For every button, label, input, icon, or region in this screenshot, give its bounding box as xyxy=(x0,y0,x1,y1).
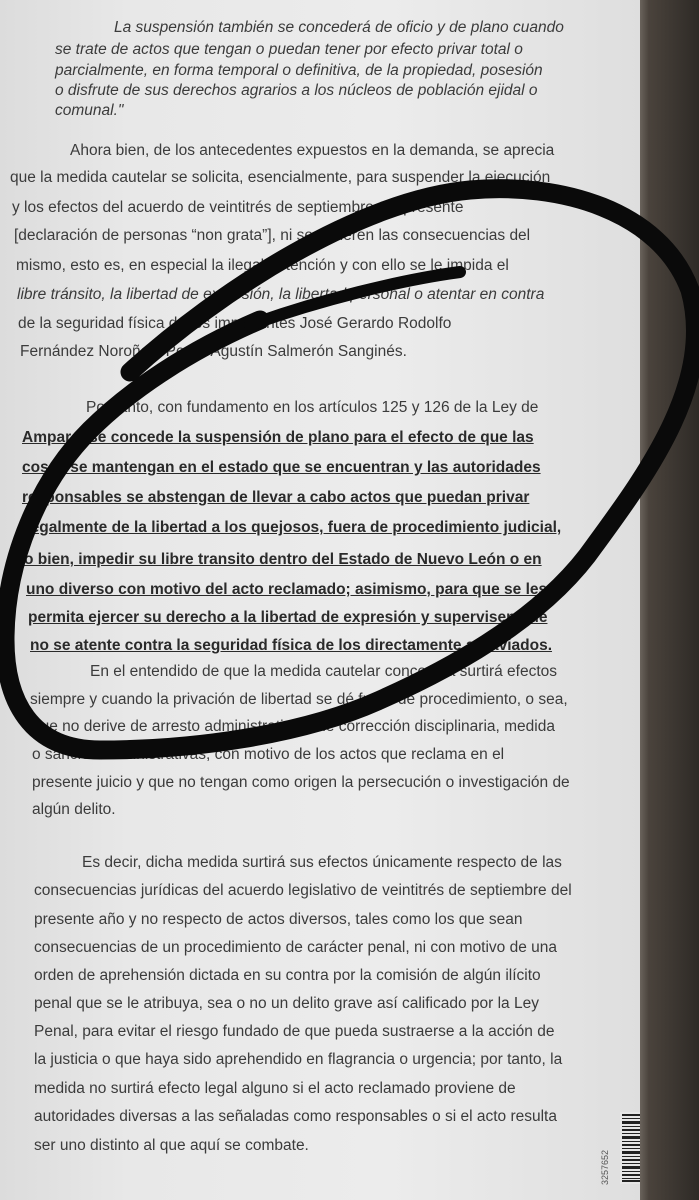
text-line: En el entendido de que la medida cautelar concedida surtirá efectos xyxy=(90,663,558,680)
text-line: comunal." xyxy=(55,102,124,119)
barcode-number: 3257652 xyxy=(600,1149,610,1185)
text-line: algún delito. xyxy=(32,801,116,818)
text-line: presente año y no respecto de actos diversos, tales como los que sean xyxy=(34,911,523,928)
text-line: ser uno distinto al que aquí se combate. xyxy=(34,1137,309,1154)
text-line: La suspensión también se concederá de oficio y de plano cuando xyxy=(114,19,564,36)
text-line: orden de aprehensión dictada en su contra por la comisión de algún ilícito xyxy=(34,967,541,984)
text-line: mismo, esto es, en especial la ilegal detención y con ello se le impida el xyxy=(16,257,509,274)
ruling-line: no se atente contra la seguridad física de los directamente agraviados. xyxy=(30,637,553,654)
ruling-line: o bien, impedir su libre transito dentro del Estado de Nuevo León o en xyxy=(24,551,542,568)
text-line: siempre y cuando la privación de libertad se dé fuera de procedimiento, o sea, xyxy=(30,691,568,708)
text-line: de la seguridad física de los impetrantes José Gerardo Rodolfo xyxy=(18,315,452,332)
text-line: Fernández Noroña y Pedro Agustín Salmerón Sanginés. xyxy=(20,343,407,360)
text-line: o disfrute de sus derechos agrarios a los núcleos de población ejidal o xyxy=(55,82,538,99)
text-line: consecuencias jurídicas del acuerdo legislativo de veintitrés de septiembre del xyxy=(34,882,572,899)
ruling-line: cosas se mantengan en el estado que se encuentran y las autoridades xyxy=(22,459,541,476)
text-line: medida no surtirá efecto legal alguno si el acto reclamado proviene de xyxy=(34,1080,516,1097)
ruling-line: responsables se abstengan de llevar a cabo actos que puedan privar xyxy=(22,489,530,506)
text-line: libre tránsito, la libertad de expresión, la libertad personal o atentar en contra xyxy=(17,286,545,303)
text-line: [declaración de personas “non grata”], ni se generen las consecuencias del xyxy=(14,227,531,244)
text-line: que la medida cautelar se solicita, esencialmente, para suspender la ejecución xyxy=(10,169,551,186)
text-line: parcialmente, en forma temporal o definitiva, de la propiedad, posesión xyxy=(55,62,543,79)
ruling-line: Amparo, se concede la suspensión de plano para el efecto de que las xyxy=(22,429,534,446)
text-line: Es decir, dicha medida surtirá sus efectos únicamente respecto de las xyxy=(82,854,562,871)
text-line: autoridades diversas a las señaladas como responsables o si el acto resulta xyxy=(34,1108,557,1125)
ruling-line: ilegalmente de la libertad a los quejosos, fuera de procedimiento judicial, xyxy=(22,519,562,536)
text-line: Penal, para evitar el riesgo fundado de que pueda sustraerse a la acción de xyxy=(34,1023,555,1040)
text-line: y los efectos del acuerdo de veintitrés de septiembre del presente xyxy=(12,199,464,216)
text-line: se trate de actos que tengan o puedan tener por efecto privar total o xyxy=(55,41,523,58)
text-line: Ahora bien, de los antecedentes expuestos en la demanda, se aprecia xyxy=(70,142,555,159)
text-line: presente juicio y que no tengan como origen la persecución o investigación de xyxy=(32,774,570,791)
text-line: o sanción administrativas, con motivo de los actos que reclama en el xyxy=(32,746,505,763)
text-line: consecuencias de un procedimiento de carácter penal, ni con motivo de una xyxy=(34,939,558,956)
text-line: Por tanto, con fundamento en los artículos 125 y 126 de la Ley de xyxy=(86,399,539,416)
ruling-line: permita ejercer su derecho a la libertad de expresión y supervisen que xyxy=(28,609,548,626)
text-line: que no derive de arresto administrativo o de corrección disciplinaria, medida xyxy=(32,718,555,735)
ruling-line: uno diverso con motivo del acto reclamado; asimismo, para que se les xyxy=(26,581,548,598)
text-line: la justicia o que haya sido aprehendido en flagrancia o urgencia; por tanto, la xyxy=(34,1051,563,1068)
text-line: penal que se le atribuya, sea o no un delito grave así calificado por la Ley xyxy=(34,995,539,1012)
